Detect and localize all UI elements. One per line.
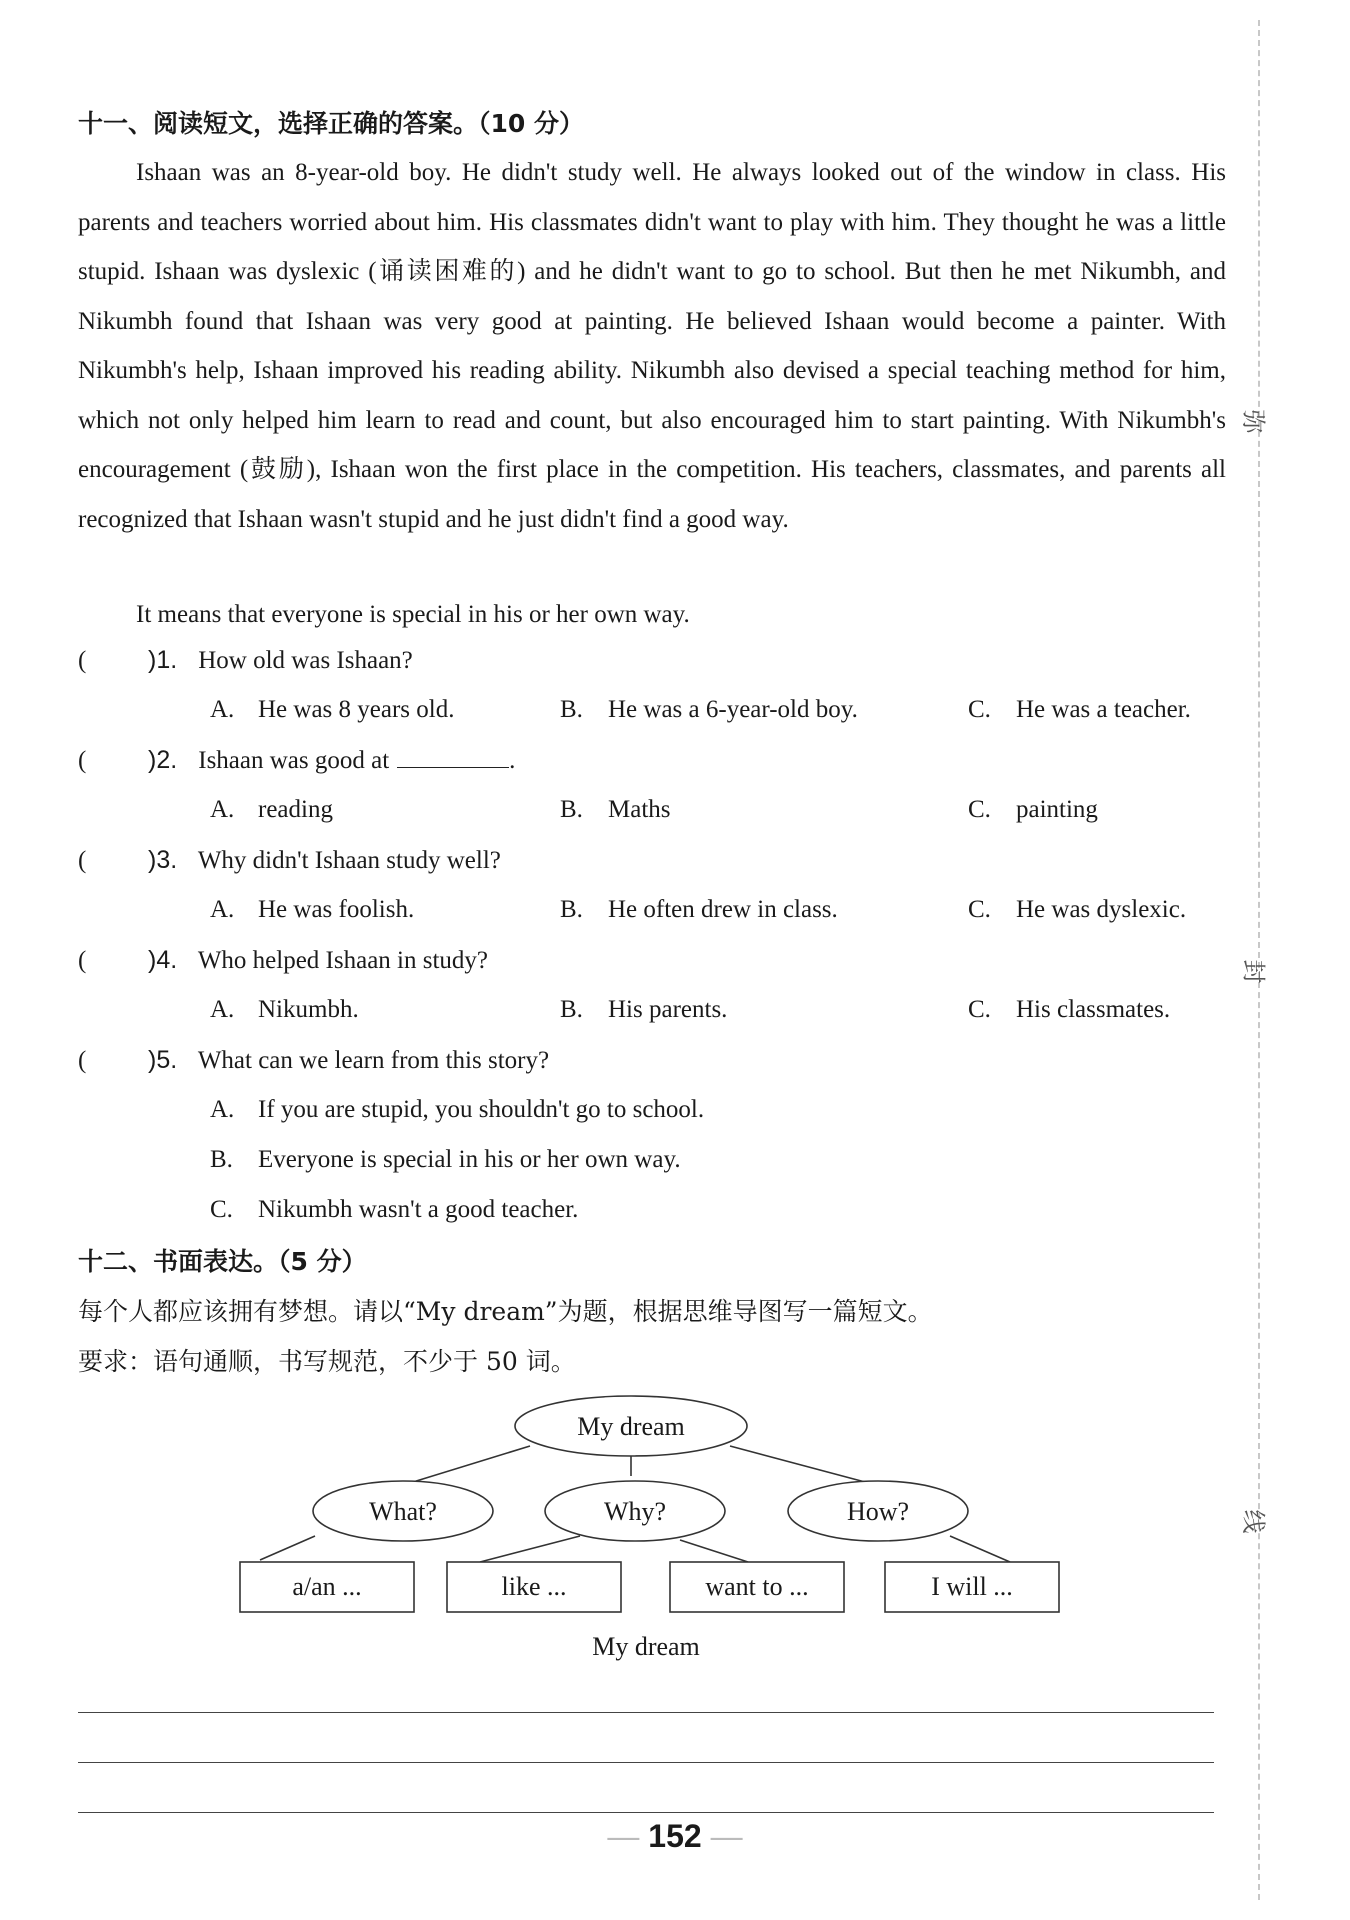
q2-option-b: B. Maths <box>560 796 671 823</box>
question-5 <box>78 1046 549 1075</box>
q5-option-b: B. Everyone is special in his or her own way. <box>210 1146 681 1173</box>
binding-char-2: 封 <box>1239 959 1268 984</box>
page-number: — 152 — <box>607 1818 743 1854</box>
q2-option-c: C. painting <box>968 796 1098 823</box>
q4-option-a: A. Nikumbh. <box>210 996 359 1023</box>
writing-line-2[interactable] <box>78 1762 1214 1763</box>
passage-conclusion: It means that everyone is special in his or her own way. <box>136 601 690 628</box>
mindmap-box-3: want to ... <box>705 1572 809 1601</box>
answer-bracket[interactable]: ( <box>78 647 87 674</box>
mindmap-root: My dream <box>577 1412 685 1441</box>
binding-char-1: 弥 <box>1239 409 1268 434</box>
q4-option-b: B. His parents. <box>560 996 728 1023</box>
q2-option-a: A. reading <box>210 796 333 823</box>
q5-option-c: C. Nikumbh wasn't a good teacher. <box>210 1196 579 1223</box>
question-1 <box>78 646 413 675</box>
q3-option-c: C. He was dyslexic. <box>968 896 1187 923</box>
mindmap-branch-how: How? <box>846 1497 910 1526</box>
question-text: Why didn't Ishaan study well? <box>197 847 501 874</box>
question-text: Who helped Ishaan in study? <box>197 947 489 974</box>
question-number: )1. <box>148 646 178 674</box>
writing-line-3[interactable] <box>78 1812 1214 1813</box>
mindmap-box-1: a/an ... <box>292 1572 362 1601</box>
q3-option-b: B. He often drew in class. <box>560 896 838 923</box>
question-4 <box>78 946 488 975</box>
question-text: How old was Ishaan? <box>198 647 413 674</box>
writing-requirement: 要求：语句通顺，书写规范，不少于 50 词。 <box>78 1347 576 1376</box>
q1-option-c: C. He was a teacher. <box>968 696 1191 723</box>
writing-instruction: 每个人都应该拥有梦想。请以“My dream”为题，根据思维导图写一篇短文。 <box>78 1297 933 1326</box>
q1-option-b: B. He was a 6-year-old boy. <box>560 696 858 723</box>
binding-char-3: 线 <box>1239 1509 1268 1534</box>
fill-blank[interactable] <box>397 747 509 768</box>
q4-option-c: C. His classmates. <box>968 996 1171 1023</box>
q3-option-a: A. He was foolish. <box>210 896 415 923</box>
answer-bracket[interactable]: ( <box>78 947 87 974</box>
writing-line-1[interactable] <box>78 1712 1214 1713</box>
question-number: )3. <box>148 846 178 874</box>
question-number: )5. <box>148 1046 178 1074</box>
essay-title: My dream <box>592 1632 700 1661</box>
mindmap-box-2: like ... <box>501 1572 567 1601</box>
question-text: Ishaan was good at <box>198 747 390 774</box>
answer-bracket[interactable]: ( <box>78 847 87 874</box>
question-3 <box>78 846 501 875</box>
section-12-title: 十二、书面表达。（5 分） <box>78 1247 367 1276</box>
mindmap-branch-what: What? <box>369 1497 437 1526</box>
question-number: )2. <box>148 746 178 774</box>
reading-passage: Ishaan was an 8-year-old boy. He didn't study well. He always looked out of the window in class. His parents and teachers worried about him. His classmates didn't want to play with him. They thought he was a little stupid. Ishaan was dyslexic (诵读困难的) and he didn't want to go to school. But then he met Nikumbh, and Nikumbh found that Ishaan was very good at painting. He believed Ishaan would become a painter. With Nikumbh's help, Ishaan improved his reading ability. Nikumbh also devised a special teaching method for him, which not only helped him learn to read and count, but also encouraged him to start painting. With Nikumbh's encouragement (鼓励), Ishaan won the first place in the competition. His teachers, classmates, and parents all recognized that Ishaan wasn't stupid and he just didn't find a good way. <box>78 159 1226 533</box>
mindmap-box-4: I will ... <box>931 1572 1013 1601</box>
question-number: )4. <box>148 946 178 974</box>
question-2: ( )2. Ishaan was good at . <box>78 746 516 774</box>
answer-bracket[interactable]: ( <box>78 1047 87 1074</box>
section-11-title: 十一、阅读短文，选择正确的答案。（10 分） <box>78 109 584 138</box>
question-text: What can we learn from this story? <box>197 1047 550 1074</box>
q5-option-a: A. If you are stupid, you shouldn't go to school. <box>210 1096 705 1123</box>
mindmap-branch-why: Why? <box>603 1497 667 1526</box>
answer-bracket[interactable]: ( <box>78 747 87 774</box>
q1-option-a: A. He was 8 years old. <box>210 696 455 723</box>
